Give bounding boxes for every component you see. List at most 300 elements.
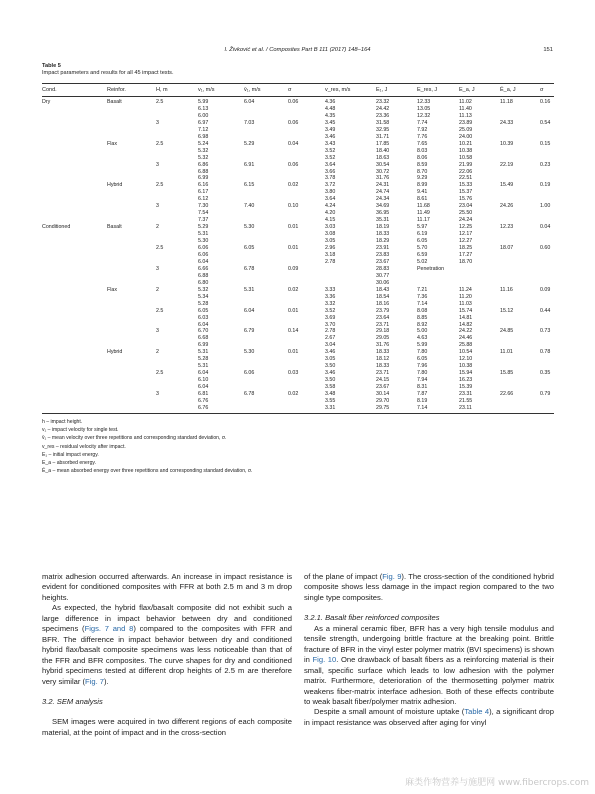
table-cell <box>42 155 107 162</box>
table-cell: 12.10 <box>459 356 473 363</box>
table-row <box>42 245 554 252</box>
table-cell <box>244 363 288 370</box>
table-cell <box>107 217 156 224</box>
table-cell: 11.49 <box>417 210 430 217</box>
table-row <box>42 391 554 398</box>
table-row <box>42 266 554 273</box>
table-cell <box>244 127 288 134</box>
table-cell <box>42 384 107 391</box>
table-cell <box>42 203 107 210</box>
table-cell <box>500 273 540 280</box>
table-cell <box>42 148 107 155</box>
table-cell: 5.28 <box>198 356 209 363</box>
table-cell: 31.76 <box>376 342 390 349</box>
table-cell <box>500 301 540 308</box>
table-cell: 3.33 <box>325 286 336 293</box>
table-cell: 24.34 <box>376 196 390 203</box>
table-cell: 3.64 <box>325 161 336 168</box>
table-cell: 24.85 <box>500 328 514 335</box>
table-cell <box>107 231 156 238</box>
paragraph-text: ). The cross-section of the conditioned hybrid composite shows less damage in the impact region compared to the two single type composites. <box>304 572 554 602</box>
paragraph-text: ). <box>104 676 109 686</box>
table-cell <box>107 203 156 210</box>
table-cell: 0.16 <box>540 99 551 105</box>
footnote: v_res – residual velocity after impact. <box>42 443 126 450</box>
table-cell: 0.10 <box>288 203 299 210</box>
table-cell: 7.87 <box>417 391 428 398</box>
table-cell <box>107 148 156 155</box>
table-cell: 29.05 <box>376 335 390 342</box>
table-cell: 8.61 <box>417 196 428 203</box>
table-cell: 23.67 <box>376 384 390 391</box>
table-cell <box>107 245 156 252</box>
table-cell: 6.12 <box>198 196 209 203</box>
table-footnotes <box>42 418 252 475</box>
table-cell: 3.04 <box>325 342 336 349</box>
table-cell <box>540 169 554 176</box>
table-cell <box>288 169 325 176</box>
paragraph-text: ) compared to the composites with FFR and BFR. The difference in impact behavior between dry and conditioned hybrid flax/basalt composite specimens was less noticeable than that of the FFR and BFR composites. The curve shapes for dry and conditioned hybrid specimens tested at different drop heights of 2.5 m are therefore very similar ( <box>42 624 293 686</box>
table-cell: 7.80 <box>417 370 428 377</box>
table-cell: 15.94 <box>459 370 473 377</box>
table-cell: 6.04 <box>198 321 209 328</box>
table-cell <box>288 342 325 349</box>
body-column-left <box>42 572 292 738</box>
table-cell <box>244 335 288 342</box>
table-cell: 6.76 <box>198 397 209 404</box>
table-cell <box>107 301 156 308</box>
table-cell <box>107 106 156 113</box>
table-cell <box>500 134 540 141</box>
table-cell: 6.70 <box>198 328 209 335</box>
col-header: E_a, J <box>459 87 475 93</box>
table-cell: 11.68 <box>417 203 430 210</box>
table-cell: Basalt <box>107 99 122 105</box>
table-cell <box>156 169 198 176</box>
table-cell: 30.06 <box>376 279 390 286</box>
table-cell <box>156 363 198 370</box>
table-cell: 23.31 <box>459 391 473 398</box>
table-row <box>42 224 554 231</box>
table-cell <box>540 384 554 391</box>
table-cell <box>500 238 540 245</box>
table-cell: 10.38 <box>459 147 473 154</box>
table-cell <box>107 273 156 280</box>
table-row <box>42 384 554 391</box>
table-cell <box>107 266 156 273</box>
table-cell <box>156 210 198 217</box>
table-cell <box>459 266 500 273</box>
table-cell: 5.31 <box>244 286 255 293</box>
table-cell <box>42 189 107 196</box>
table-cell: 23.83 <box>376 251 390 258</box>
table-cell <box>288 384 325 391</box>
table-cell <box>156 294 198 301</box>
table-cell: 4.48 <box>325 105 336 112</box>
table-cell: 29.18 <box>376 328 390 335</box>
table-cell: 24.26 <box>500 203 514 210</box>
table-cell <box>156 301 198 308</box>
table-cell <box>42 266 107 273</box>
table-cell: 21.99 <box>459 161 473 168</box>
table-cell <box>540 356 554 363</box>
table-cell <box>288 134 325 141</box>
table-cell <box>107 398 156 405</box>
table-cell <box>244 155 288 162</box>
table-cell <box>540 273 554 280</box>
table-cell <box>540 405 554 412</box>
table-cell: 23.71 <box>376 321 390 328</box>
table-cell <box>107 342 156 349</box>
table-cell: 7.76 <box>417 133 428 140</box>
table-cell <box>107 308 156 315</box>
table-cell: 6.04 <box>244 307 255 314</box>
table-cell: 5.99 <box>417 342 428 349</box>
table-cell <box>156 322 198 329</box>
table-cell: 5.30 <box>244 224 255 231</box>
table-cell: 7.96 <box>417 363 428 370</box>
table-row <box>42 134 554 141</box>
table-cell: 15.37 <box>459 189 473 196</box>
table-cell: 6.88 <box>198 168 209 175</box>
table-row <box>42 217 554 224</box>
table-cell: 0.19 <box>540 182 551 189</box>
table-cell: 3 <box>156 391 159 398</box>
table-cell: 30.14 <box>376 391 390 398</box>
table-cell: 18.54 <box>376 293 390 300</box>
table-cell: 14.81 <box>459 314 473 321</box>
table-cell: 18.29 <box>376 238 390 245</box>
table-cell: 0.02 <box>288 182 299 189</box>
table-cell: 3.45 <box>325 119 336 126</box>
table-cell: 0.54 <box>540 119 551 126</box>
table-cell: 6.04 <box>244 99 255 105</box>
section-heading: 3.2. SEM analysis <box>42 696 103 706</box>
table-cell: 9.29 <box>417 175 428 182</box>
table-cell <box>288 356 325 363</box>
table-row <box>42 175 554 182</box>
table-cell: 3.58 <box>325 384 336 391</box>
paragraph-text: SEM images were acquired in two different regions of each composite material, at the point of impact and in the cross-section <box>42 717 292 737</box>
table-cell <box>107 356 156 363</box>
table-cell <box>42 134 107 141</box>
table-cell: 7.65 <box>417 140 428 147</box>
table-cell: 3.05 <box>325 356 336 363</box>
table-cell: Dry <box>42 99 51 105</box>
table-row <box>42 113 554 120</box>
table-cell: 6.04 <box>198 370 209 377</box>
table-cell <box>540 106 554 113</box>
col-header: v̄₁, m/s <box>244 87 261 93</box>
table-cell <box>156 148 198 155</box>
table-cell: 24.15 <box>376 377 390 384</box>
table-cell: 11.16 <box>500 286 513 293</box>
table-cell: 3.66 <box>325 168 336 175</box>
table-cell <box>500 335 540 342</box>
table-cell: 23.36 <box>376 112 390 119</box>
figure-link[interactable]: Fig. 10 <box>312 655 337 665</box>
table-cell <box>500 127 540 134</box>
table-cell <box>325 280 376 287</box>
paragraph-text: . One drawback of basalt fibers as a reinforcing material is their small, specific surface which leads to low adhesion with the polymer matrix. Furthermore, deterioration of the thermosetting polymer matrix weakens fiber-matrix interface adhesion. Both of these effects contribute to weak basalt fiber/polymer matrix adhesion. <box>304 655 554 706</box>
table-cell: 3.70 <box>325 321 336 328</box>
table-cell <box>540 252 554 259</box>
table-cell: 23.32 <box>376 99 390 105</box>
table-link[interactable]: Table 4 <box>464 707 490 717</box>
table-cell: 3.32 <box>325 300 336 307</box>
table-cell: 18.25 <box>459 245 473 252</box>
table-cell <box>500 210 540 217</box>
col-header: H, m <box>156 87 168 93</box>
table-cell <box>107 280 156 287</box>
table-cell: 7.12 <box>198 126 209 133</box>
table-cell <box>107 175 156 182</box>
table-cell: 3 <box>156 161 159 168</box>
table-cell <box>42 162 107 169</box>
table-cell <box>156 384 198 391</box>
table-cell: Penetration <box>417 265 445 272</box>
table-cell <box>244 106 288 113</box>
table-cell <box>244 315 288 322</box>
table-cell: 15.12 <box>500 307 514 314</box>
footnote: v₁ – impact velocity for single test. <box>42 427 119 434</box>
table-cell: 23.89 <box>459 119 473 126</box>
table-cell: 18.43 <box>376 286 390 293</box>
table-cell: 3.46 <box>325 349 336 356</box>
table-cell <box>459 273 500 280</box>
table-cell <box>288 217 325 224</box>
table-cell <box>42 356 107 363</box>
table-cell: 3.46 <box>325 133 336 140</box>
table-cell: 24.00 <box>459 133 473 140</box>
table-cell: 31.58 <box>376 119 390 126</box>
table-cell: 7.21 <box>417 286 428 293</box>
table-cell: 10.38 <box>459 363 473 370</box>
table-cell <box>107 210 156 217</box>
table-cell: 0.79 <box>540 391 551 398</box>
table-cell <box>288 127 325 134</box>
table-cell: 23.79 <box>376 307 390 314</box>
table-cell: 24.31 <box>376 182 390 189</box>
table-cell: 0.14 <box>288 328 299 335</box>
table-top-rule <box>42 83 554 84</box>
table-cell: 2.5 <box>156 99 164 105</box>
table-cell <box>540 238 554 245</box>
table-cell <box>42 398 107 405</box>
table-cell: 8.03 <box>417 147 428 154</box>
table-cell <box>325 266 376 273</box>
col-header: Reinfor. <box>107 87 126 93</box>
table-cell: 5.97 <box>417 224 428 231</box>
table-cell: 31.76 <box>376 175 390 182</box>
table-cell <box>244 238 288 245</box>
col-header: E_res, J <box>417 87 438 93</box>
table-cell: 15.74 <box>459 307 473 314</box>
table-cell: 6.86 <box>198 161 209 168</box>
footnote: Ē_a – mean absorbed energy over three repetitions and corresponding standard deviation, σ. <box>42 468 253 475</box>
table-row <box>42 182 554 189</box>
table-cell <box>540 315 554 322</box>
table-label: Table 5 <box>42 63 61 69</box>
table-cell: 2.78 <box>325 328 336 335</box>
table-cell: 15.39 <box>459 384 473 391</box>
table-row <box>42 273 554 280</box>
table-cell: 6.97 <box>198 119 209 126</box>
table-cell: 2.5 <box>156 307 164 314</box>
table-cell: 11.24 <box>459 286 472 293</box>
table-cell: 22.19 <box>500 161 514 168</box>
table-cell <box>500 148 540 155</box>
table-cell <box>156 280 198 287</box>
table-cell <box>42 196 107 203</box>
table-cell: 18.33 <box>376 231 390 238</box>
table-row <box>42 294 554 301</box>
paragraph-text: As a mineral ceramic fiber, BFR has a very high tensile modulus and tensile strength, undergoing brittle fracture at the breaking point. Brittle fracture of BFR in the vinyl ester polymer matrix (BVI specimens) is shown in <box>304 623 554 665</box>
table-cell <box>42 322 107 329</box>
table-cell: 6.98 <box>198 133 209 140</box>
page-number: 151 <box>543 47 553 53</box>
table-cell: 5.70 <box>417 245 428 252</box>
figure-link[interactable]: Fig. 9 <box>382 572 402 581</box>
table-cell <box>42 280 107 287</box>
table-cell: 16.23 <box>459 377 473 384</box>
table-cell <box>244 280 288 287</box>
table-cell: 7.03 <box>244 119 255 126</box>
table-cell <box>540 377 554 384</box>
table-cell <box>288 196 325 203</box>
table-cell <box>288 189 325 196</box>
table-cell <box>42 349 107 356</box>
watermark: 麻类作物营养与施肥网 www.fibercrops.com <box>405 778 589 788</box>
table-cell <box>540 231 554 238</box>
table-cell: 0.06 <box>288 99 299 105</box>
table-cell: 24.46 <box>459 335 473 342</box>
table-row <box>42 162 554 169</box>
table-row <box>42 280 554 287</box>
table-row <box>42 106 554 113</box>
table-row <box>42 252 554 259</box>
table-cell <box>288 335 325 342</box>
table-cell: 6.03 <box>198 314 209 321</box>
table-cell <box>288 294 325 301</box>
table-cell: 6.05 <box>417 356 428 363</box>
table-cell <box>325 273 376 280</box>
table-cell: 11.17 <box>417 217 430 224</box>
table-cell: 11.02 <box>459 99 472 105</box>
table-cell <box>107 322 156 329</box>
table-cell: 11.40 <box>459 105 472 112</box>
table-cell <box>156 217 198 224</box>
table-cell <box>288 231 325 238</box>
table-cell: 2.5 <box>156 140 164 147</box>
table-cell <box>42 245 107 252</box>
table-cell: 3.69 <box>325 314 336 321</box>
table-cell: 5.32 <box>198 147 209 154</box>
table-cell: 14.82 <box>459 321 473 328</box>
table-cell <box>107 169 156 176</box>
table-cell <box>500 363 540 370</box>
table-cell <box>500 106 540 113</box>
table-cell <box>288 377 325 384</box>
table-cell <box>540 196 554 203</box>
figure-link[interactable]: Fig. 7 <box>85 676 105 686</box>
table-cell <box>540 134 554 141</box>
table-cell: 8.59 <box>417 161 428 168</box>
table-row <box>42 342 554 349</box>
table-cell <box>244 322 288 329</box>
table-cell: 18.70 <box>459 258 473 265</box>
table-cell: 8.19 <box>417 397 428 404</box>
table-cell <box>42 287 107 294</box>
table-cell: 5.32 <box>198 154 209 161</box>
table-cell: 6.91 <box>244 161 255 168</box>
table-cell <box>107 162 156 169</box>
table-cell: 11.01 <box>500 349 513 356</box>
figure-link[interactable]: Figs. 7 and 8 <box>84 624 134 634</box>
table-cell: 17.85 <box>376 140 390 147</box>
table-cell: 2 <box>156 286 159 293</box>
table-cell: 3.64 <box>325 196 336 203</box>
paragraph-text: As expected, the hybrid flax/basalt composite did not exhibit such a large difference in impact behavior between dry and conditioned specimens ( <box>42 603 292 634</box>
table-cell: 5.28 <box>198 300 209 307</box>
table-cell <box>156 405 198 412</box>
table-cell: 18.40 <box>376 147 390 154</box>
table-row <box>42 238 554 245</box>
table-row <box>42 231 554 238</box>
table-cell: 6.79 <box>244 328 255 335</box>
table-cell <box>107 377 156 384</box>
col-header: E₁, J <box>376 87 388 93</box>
table-cell <box>244 252 288 259</box>
table-cell: 7.94 <box>417 377 428 384</box>
table-cell <box>244 134 288 141</box>
table-cell <box>42 113 107 120</box>
table-cell: 6.76 <box>198 404 209 411</box>
footnote: h – impact height. <box>42 419 83 425</box>
table-cell <box>42 377 107 384</box>
table-cell: 6.68 <box>198 335 209 342</box>
table-cell <box>42 210 107 217</box>
table-cell: 5.34 <box>198 293 209 300</box>
table-cell: 10.54 <box>459 349 473 356</box>
impact-results-table <box>42 99 554 412</box>
table-cell <box>540 175 554 182</box>
table-cell: 6.66 <box>198 265 209 272</box>
table-cell <box>107 405 156 412</box>
table-cell <box>156 189 198 196</box>
body-column-right <box>304 572 554 728</box>
table-cell: 7.37 <box>198 217 209 224</box>
table-cell: 3.72 <box>325 182 336 189</box>
table-cell <box>244 405 288 412</box>
table-cell <box>156 231 198 238</box>
table-cell <box>540 335 554 342</box>
table-cell: 34.69 <box>376 203 390 210</box>
table-cell: 4.36 <box>325 99 336 105</box>
table-cell: Hybrid <box>107 349 123 356</box>
table-cell: 4.35 <box>325 112 336 119</box>
table-cell <box>540 210 554 217</box>
table-row <box>42 120 554 127</box>
table-cell <box>156 155 198 162</box>
table-cell <box>42 315 107 322</box>
table-cell: 12.23 <box>500 224 514 231</box>
table-cell: 0.44 <box>540 307 551 314</box>
table-row <box>42 203 554 210</box>
table-cell <box>500 342 540 349</box>
table-cell <box>156 134 198 141</box>
table-header-rule <box>42 96 554 97</box>
